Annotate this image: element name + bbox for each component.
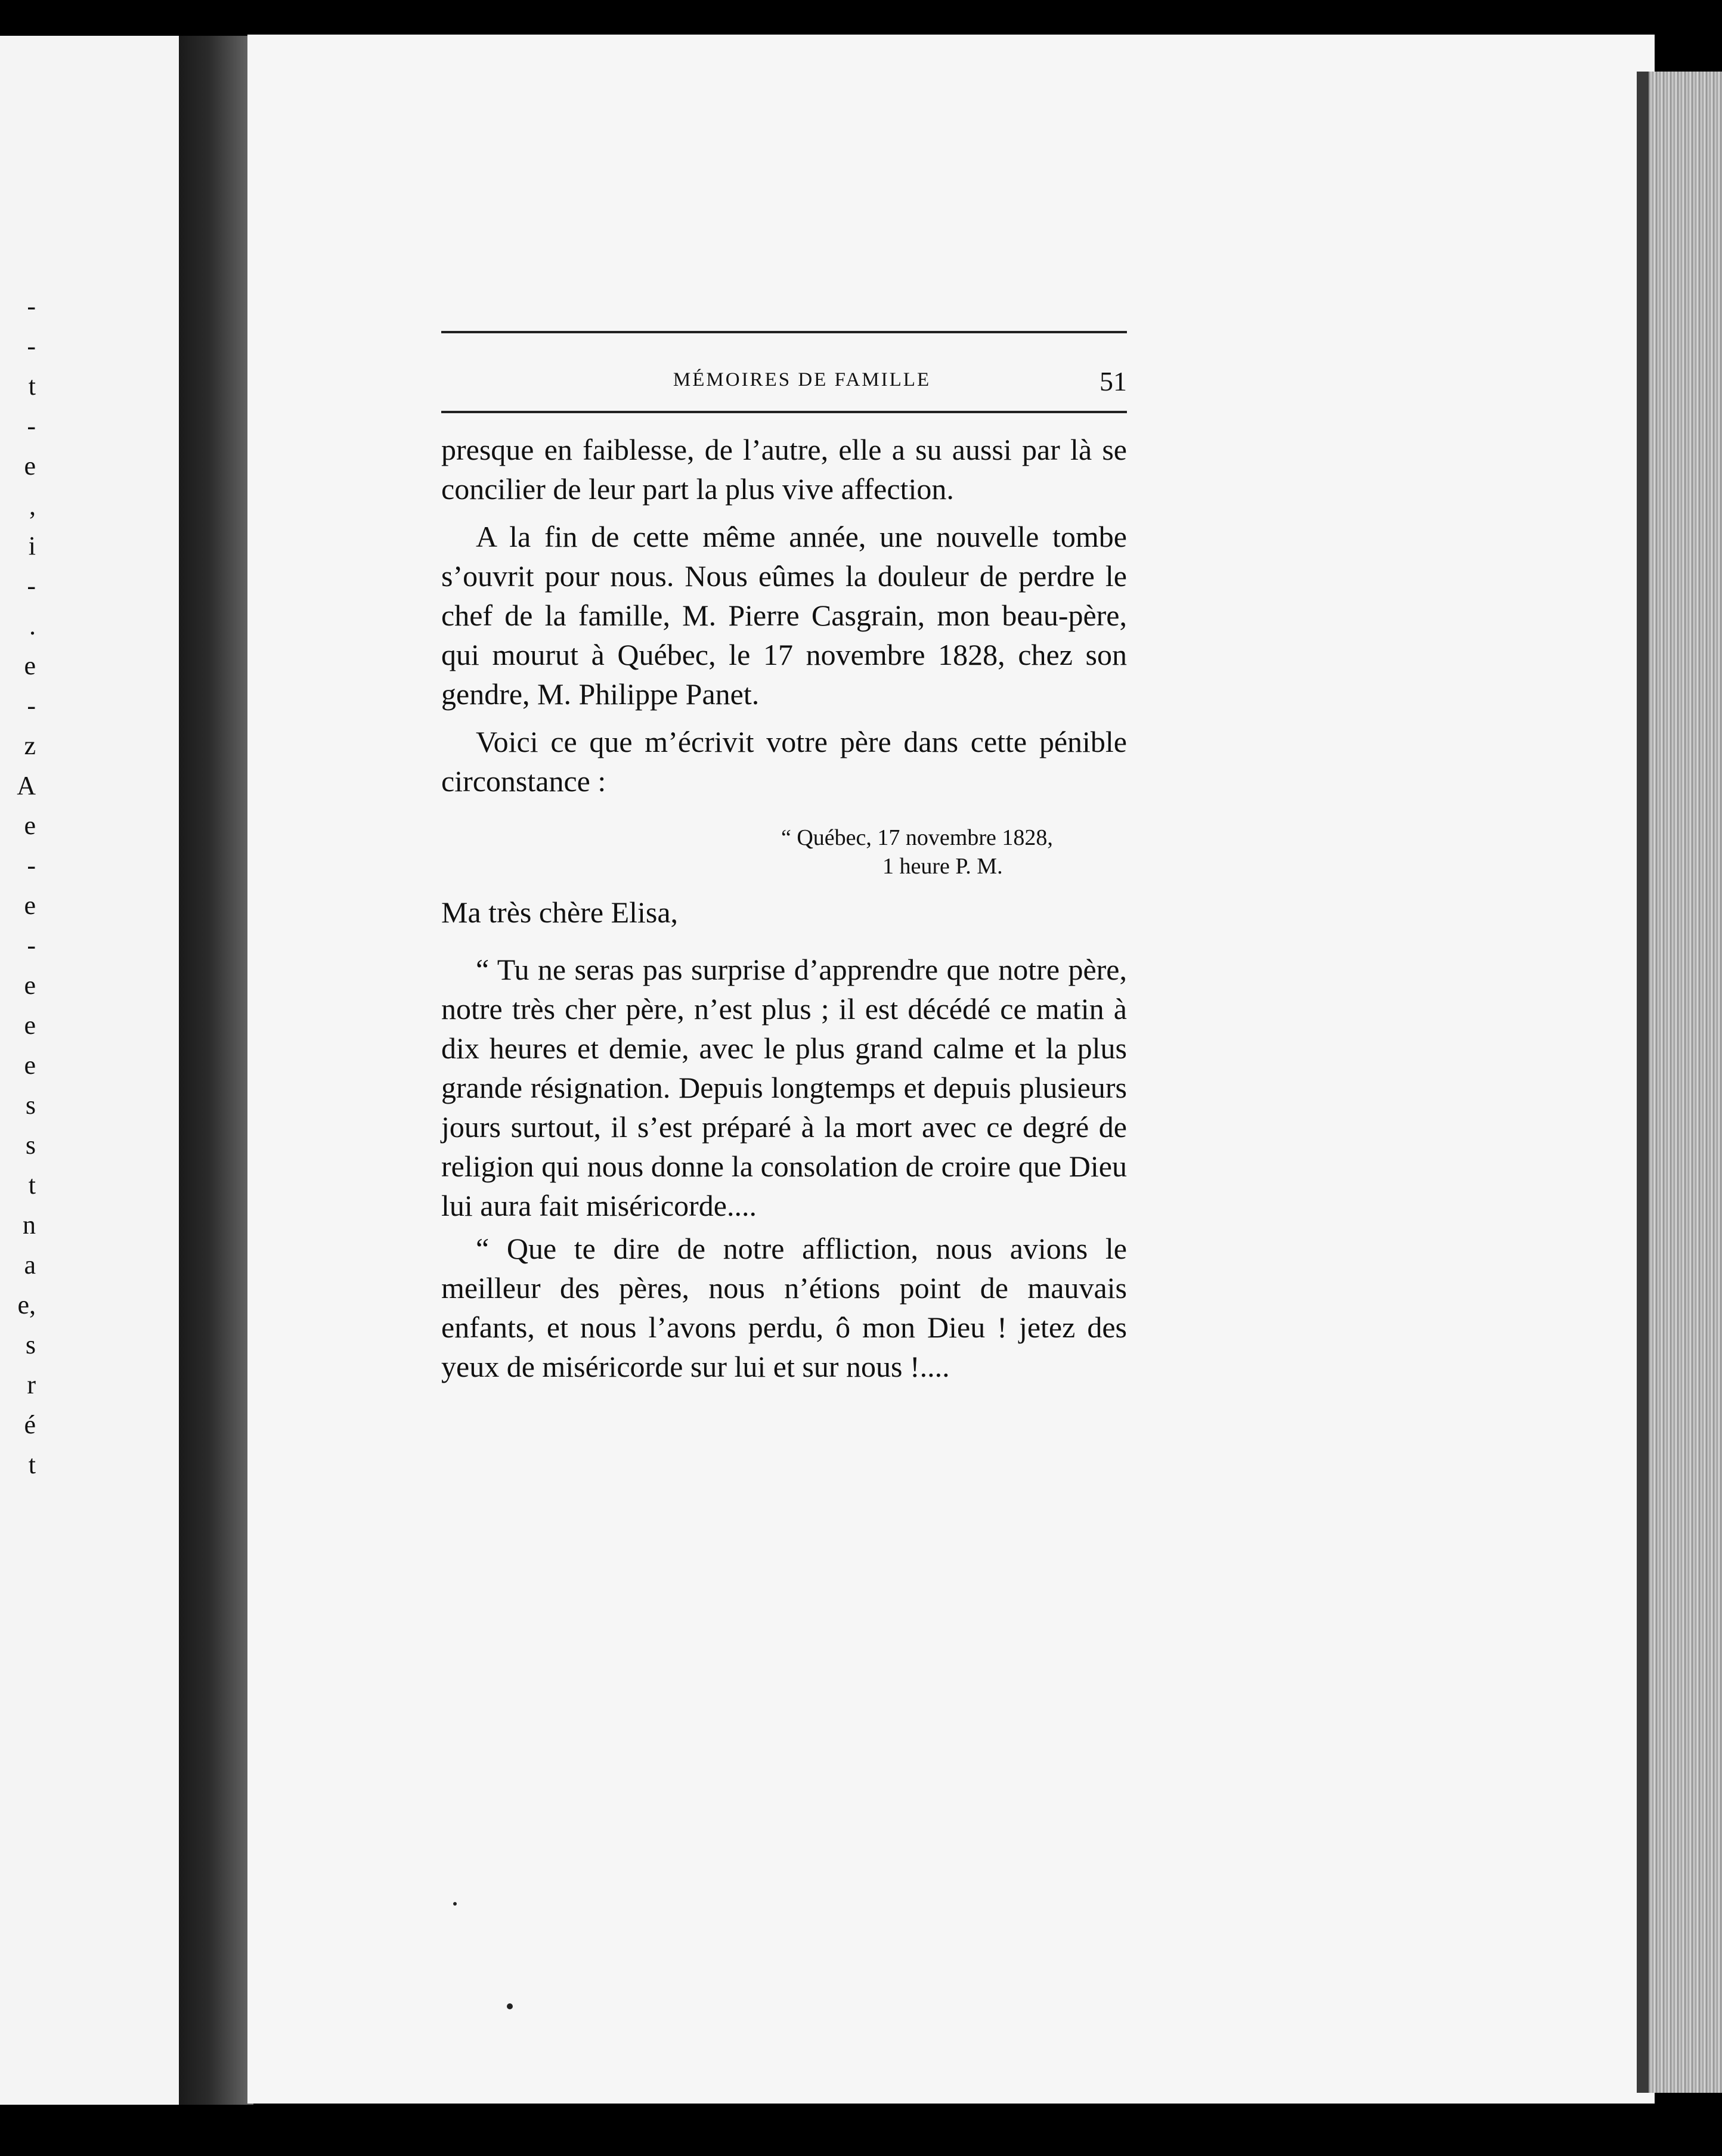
margin-letter: e [24,651,36,680]
margin-letter: - [27,931,36,960]
margin-letter: s [25,1130,36,1160]
print-speck [453,1902,457,1906]
page-stack-edge [1637,72,1722,2093]
margin-letter: - [27,851,36,880]
letter-salutation: Ma très chère Elisa, [441,896,679,929]
margin-letter: - [27,411,36,441]
margin-letter: z [24,731,36,760]
header-top-rule [441,331,1127,333]
margin-letter: t [28,1450,36,1479]
margin-letter: t [28,1170,36,1200]
margin-letter: a [24,1250,36,1280]
dateline-time: 1 heure P. M. [882,854,1003,879]
print-speck [507,2003,513,2009]
header-bottom-rule [441,411,1127,413]
margin-letter: r [27,1370,36,1399]
dateline-place-date: “ Québec, 17 novembre 1828, [781,825,1053,850]
margin-letter: i [28,531,36,560]
letter-paragraph-1: “ Tu ne seras pas surprise d’apprendre que notre père, notre très cher père, n’est plus ; il est décédé ce matin à dix heures et demie, avec le plus grand calme et la plus grande résignation. Depuis longtemps et depuis plusieurs jours surtout, il s’est préparé à la mort avec ce degré de religion qui nous donne la consolation de croire que Dieu lui aura fait miséricorde.... [441,953,1127,1222]
margin-letter: e, [17,1290,36,1319]
margin-letter: - [27,571,36,600]
margin-letter: A [17,771,36,800]
margin-letter: n [23,1210,36,1240]
margin-letter: s [25,1330,36,1359]
margin-letter: e [24,891,36,920]
letter-paragraph-2: “ Que te dire de notre affliction, nous avions le meilleur des pères, nous n’étions point de mauvais enfants, et nous l’avons perdu, ô mon Dieu ! jetez des yeux de miséricorde sur lui et sur nous !.... [441,1232,1127,1383]
margin-letter: , [29,491,36,521]
margin-letter: - [27,691,36,720]
margin-letter: é [24,1410,36,1439]
book-gutter [179,36,253,2105]
page-edge-shadow [1637,72,1649,2093]
paragraph-2: A la fin de cette même année, une nouvelle tombe s’ouvrit pour nous. Nous eûmes la douleur de perdre le chef de la famille, M. Pierre Casgrain, mon beau-père, qui mourut à Québec, le 17 novembre 1828, chez son gendre, M. Philippe Panet. [441,520,1127,711]
margin-letter: e [24,1011,36,1040]
page-number: 51 [1100,366,1127,396]
paragraph-1: presque en faiblesse, de l’autre, elle a su aussi par là se concilier de leur part la plus vive affection. [441,433,1127,506]
margin-letter: e [24,971,36,1000]
running-head: MÉMOIRES DE FAMILLE [673,369,931,391]
margin-letter: . [29,611,36,640]
letter-dateline [781,823,1127,881]
page-header [441,363,1127,405]
margin-letter: t [28,371,36,401]
margin-letter: s [25,1091,36,1120]
margin-letter: e [24,811,36,840]
page-text-block [441,331,1127,1386]
margin-letter: - [27,292,36,321]
margin-letter: e [24,1051,36,1080]
left-page-margin-text [0,286,36,1485]
margin-letter: - [27,332,36,361]
margin-letter: e [24,451,36,481]
paragraph-3: Voici ce que m’écrivit votre père dans cette pénible circonstance : [441,725,1127,798]
